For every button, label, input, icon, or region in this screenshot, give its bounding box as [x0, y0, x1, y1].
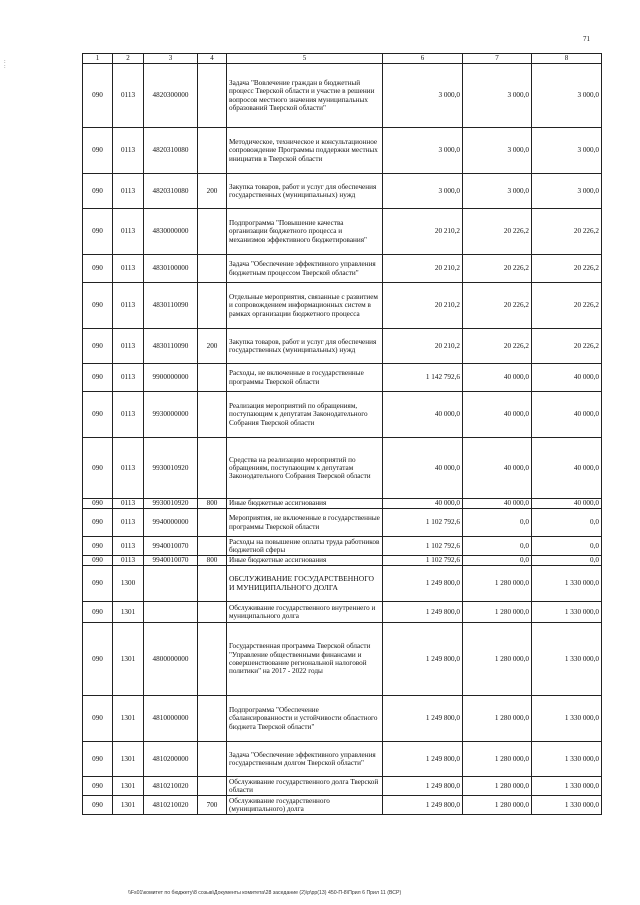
- target-article-cell: 4810200000: [144, 742, 198, 777]
- amount-2022-cell: 0,0: [532, 509, 602, 537]
- table-row: [83, 796, 602, 815]
- grbs-code-cell: 090: [83, 392, 113, 438]
- description-cell: Иные бюджетные ассигнования: [227, 499, 383, 509]
- table-row: [83, 696, 602, 742]
- grbs-code-cell: 090: [83, 255, 113, 283]
- section-code-cell: 0113: [113, 128, 144, 174]
- target-article-cell: [144, 602, 198, 623]
- target-article-cell: 4830110090: [144, 283, 198, 329]
- expense-type-cell: [198, 283, 227, 329]
- expense-type-cell: 200: [198, 174, 227, 209]
- budget-table: [82, 53, 602, 815]
- target-article-cell: 9930000000: [144, 392, 198, 438]
- amount-2022-cell: 1 330 000,0: [532, 566, 602, 602]
- target-article-cell: [144, 566, 198, 602]
- section-code-cell: 0113: [113, 438, 144, 499]
- amount-2022-cell: 1 330 000,0: [532, 777, 602, 796]
- target-article-cell: 4830000000: [144, 209, 198, 255]
- column-number-row: [83, 54, 602, 64]
- section-code-cell: 1300: [113, 566, 144, 602]
- page-number: 71: [583, 35, 590, 43]
- amount-2021-cell: 1 280 000,0: [463, 566, 532, 602]
- amount-2021-cell: 1 280 000,0: [463, 602, 532, 623]
- grbs-code-cell: 090: [83, 623, 113, 696]
- expense-type-cell: [198, 509, 227, 537]
- target-article-cell: 9940010070: [144, 556, 198, 566]
- column-header: 8: [532, 54, 602, 64]
- expense-type-cell: [198, 566, 227, 602]
- grbs-code-cell: 090: [83, 742, 113, 777]
- amount-2020-cell: 40 000,0: [383, 499, 463, 509]
- target-article-cell: 4800000000: [144, 623, 198, 696]
- target-article-cell: 4810210020: [144, 796, 198, 815]
- section-code-cell: 1301: [113, 602, 144, 623]
- description-cell: ОБСЛУЖИВАНИЕ ГОСУДАРСТВЕННОГО И МУНИЦИПАЛЬНОГО ДОЛГА: [227, 566, 383, 602]
- description-cell: Закупка товаров, работ и услуг для обеспечения государственных (муниципальных) нужд: [227, 329, 383, 364]
- grbs-code-cell: 090: [83, 364, 113, 392]
- description-cell: Задача "Обеспечение эффективного управления бюджетным процессом Тверской области": [227, 255, 383, 283]
- expense-type-cell: 200: [198, 329, 227, 364]
- amount-2021-cell: 20 226,2: [463, 255, 532, 283]
- description-cell: Подпрограмма "Обеспечение сбалансированности и устойчивости областного бюджета Тверской области": [227, 696, 383, 742]
- file-path-footer: \\Fs01\комитет по бюджету\8 созыв\Документы комитета\28 заседание (2)\р\рр(13) 450-П-8\Прил 6 Прил 11 (ВСР): [128, 890, 402, 896]
- amount-2021-cell: 1 280 000,0: [463, 777, 532, 796]
- amount-2022-cell: 20 226,2: [532, 283, 602, 329]
- target-article-cell: 4830110090: [144, 329, 198, 364]
- column-header: 4: [198, 54, 227, 64]
- amount-2020-cell: 1 249 800,0: [383, 796, 463, 815]
- grbs-code-cell: 090: [83, 796, 113, 815]
- description-cell: Государственная программа Тверской области "Управление общественными финансами и совершенствование региональной налоговой политики" на 2017 - 2022 годы: [227, 623, 383, 696]
- grbs-code-cell: 090: [83, 696, 113, 742]
- section-code-cell: 0113: [113, 364, 144, 392]
- section-code-cell: 0113: [113, 509, 144, 537]
- amount-2020-cell: 1 249 800,0: [383, 777, 463, 796]
- description-cell: Закупка товаров, работ и услуг для обеспечения государственных (муниципальных) нужд: [227, 174, 383, 209]
- section-code-cell: 0113: [113, 499, 144, 509]
- target-article-cell: 4820310080: [144, 174, 198, 209]
- expense-type-cell: [198, 64, 227, 128]
- expense-type-cell: [198, 696, 227, 742]
- target-article-cell: 9930010920: [144, 438, 198, 499]
- amount-2020-cell: 1 102 792,6: [383, 509, 463, 537]
- expense-type-cell: [198, 777, 227, 796]
- table-row: [83, 499, 602, 509]
- amount-2021-cell: 3 000,0: [463, 174, 532, 209]
- target-article-cell: 9930010920: [144, 499, 198, 509]
- amount-2022-cell: 40 000,0: [532, 438, 602, 499]
- amount-2020-cell: 20 210,2: [383, 255, 463, 283]
- description-cell: Мероприятия, не включенные в государственные программы Тверской области: [227, 509, 383, 537]
- section-code-cell: 0113: [113, 255, 144, 283]
- amount-2022-cell: 3 000,0: [532, 64, 602, 128]
- amount-2021-cell: 40 000,0: [463, 392, 532, 438]
- grbs-code-cell: 090: [83, 602, 113, 623]
- grbs-code-cell: 090: [83, 537, 113, 556]
- amount-2022-cell: 20 226,2: [532, 329, 602, 364]
- amount-2020-cell: 1 102 792,6: [383, 537, 463, 556]
- section-code-cell: 0113: [113, 392, 144, 438]
- amount-2020-cell: 20 210,2: [383, 329, 463, 364]
- grbs-code-cell: 090: [83, 64, 113, 128]
- column-header: 1: [83, 54, 113, 64]
- amount-2021-cell: 0,0: [463, 509, 532, 537]
- section-code-cell: 1301: [113, 623, 144, 696]
- section-code-cell: 0113: [113, 556, 144, 566]
- amount-2021-cell: 40 000,0: [463, 364, 532, 392]
- table-row: [83, 209, 602, 255]
- grbs-code-cell: 090: [83, 174, 113, 209]
- target-article-cell: 4810210020: [144, 777, 198, 796]
- amount-2022-cell: 1 330 000,0: [532, 796, 602, 815]
- description-cell: Обслуживание государственного долга Тверской области: [227, 777, 383, 796]
- expense-type-cell: [198, 537, 227, 556]
- column-header: 3: [144, 54, 198, 64]
- amount-2021-cell: 20 226,2: [463, 283, 532, 329]
- amount-2020-cell: 40 000,0: [383, 438, 463, 499]
- table-row: [83, 64, 602, 128]
- expense-type-cell: [198, 209, 227, 255]
- description-cell: Отдельные мероприятия, связанные с развитием и сопровождением информационных систем в рамках организации бюджетного процесса: [227, 283, 383, 329]
- table-row: [83, 556, 602, 566]
- table-row: [83, 537, 602, 556]
- amount-2021-cell: 1 280 000,0: [463, 696, 532, 742]
- section-code-cell: 1301: [113, 796, 144, 815]
- grbs-code-cell: 090: [83, 209, 113, 255]
- expense-type-cell: [198, 364, 227, 392]
- amount-2022-cell: 0,0: [532, 537, 602, 556]
- amount-2020-cell: 3 000,0: [383, 128, 463, 174]
- amount-2021-cell: 3 000,0: [463, 128, 532, 174]
- expense-type-cell: 700: [198, 796, 227, 815]
- amount-2022-cell: 0,0: [532, 556, 602, 566]
- target-article-cell: 9900000000: [144, 364, 198, 392]
- amount-2021-cell: 1 280 000,0: [463, 623, 532, 696]
- section-code-cell: 0113: [113, 174, 144, 209]
- amount-2020-cell: 1 142 792,6: [383, 364, 463, 392]
- amount-2020-cell: 3 000,0: [383, 174, 463, 209]
- table-row: [83, 509, 602, 537]
- section-code-cell: 0113: [113, 537, 144, 556]
- amount-2022-cell: 3 000,0: [532, 174, 602, 209]
- amount-2020-cell: 3 000,0: [383, 64, 463, 128]
- table-row: [83, 392, 602, 438]
- target-article-cell: 4830100000: [144, 255, 198, 283]
- amount-2021-cell: 20 226,2: [463, 329, 532, 364]
- description-cell: Задача "Обеспечение эффективного управления государственным долгом Тверской области": [227, 742, 383, 777]
- description-cell: Обслуживание государственного (муниципального) долга: [227, 796, 383, 815]
- amount-2022-cell: 3 000,0: [532, 128, 602, 174]
- grbs-code-cell: 090: [83, 283, 113, 329]
- expense-type-cell: [198, 392, 227, 438]
- amount-2022-cell: 20 226,2: [532, 209, 602, 255]
- table-row: [83, 128, 602, 174]
- amount-2020-cell: 1 249 800,0: [383, 623, 463, 696]
- target-article-cell: 4820300000: [144, 64, 198, 128]
- amount-2021-cell: 40 000,0: [463, 499, 532, 509]
- grbs-code-cell: 090: [83, 499, 113, 509]
- table-row: [83, 602, 602, 623]
- table-row: [83, 255, 602, 283]
- amount-2021-cell: 3 000,0: [463, 64, 532, 128]
- amount-2021-cell: 0,0: [463, 556, 532, 566]
- amount-2021-cell: 20 226,2: [463, 209, 532, 255]
- target-article-cell: 9940010070: [144, 537, 198, 556]
- grbs-code-cell: 090: [83, 438, 113, 499]
- grbs-code-cell: 090: [83, 556, 113, 566]
- amount-2021-cell: 0,0: [463, 537, 532, 556]
- description-cell: Подпрограмма "Повышение качества организации бюджетного процесса и механизмов эффективного бюджетирования": [227, 209, 383, 255]
- column-header: 6: [383, 54, 463, 64]
- amount-2021-cell: 1 280 000,0: [463, 742, 532, 777]
- section-code-cell: 0113: [113, 209, 144, 255]
- amount-2022-cell: 40 000,0: [532, 364, 602, 392]
- amount-2020-cell: 40 000,0: [383, 392, 463, 438]
- amount-2022-cell: 40 000,0: [532, 499, 602, 509]
- description-cell: Расходы, не включенные в государственные программы Тверской области: [227, 364, 383, 392]
- amount-2021-cell: 1 280 000,0: [463, 796, 532, 815]
- table-row: [83, 742, 602, 777]
- amount-2022-cell: 1 330 000,0: [532, 602, 602, 623]
- table-row: [83, 174, 602, 209]
- section-code-cell: 1301: [113, 777, 144, 796]
- table-row: [83, 329, 602, 364]
- column-header: 5: [227, 54, 383, 64]
- target-article-cell: 9940000000: [144, 509, 198, 537]
- grbs-code-cell: 090: [83, 566, 113, 602]
- amount-2020-cell: 1 249 800,0: [383, 696, 463, 742]
- table-row: [83, 438, 602, 499]
- target-article-cell: 4810000000: [144, 696, 198, 742]
- table-row: [83, 623, 602, 696]
- grbs-code-cell: 090: [83, 777, 113, 796]
- amount-2020-cell: 1 249 800,0: [383, 602, 463, 623]
- expense-type-cell: [198, 128, 227, 174]
- amount-2022-cell: 1 330 000,0: [532, 742, 602, 777]
- description-cell: Обслуживание государственного внутреннего и муниципального долга: [227, 602, 383, 623]
- section-code-cell: 1301: [113, 696, 144, 742]
- description-cell: Задача "Вовлечение граждан в бюджетный процесс Тверской области и участие в решении вопросов местного значения муниципальных образований Тверской области": [227, 64, 383, 128]
- section-code-cell: 1301: [113, 742, 144, 777]
- table-row: [83, 777, 602, 796]
- table-row: [83, 283, 602, 329]
- description-cell: Расходы на повышение оплаты труда работников бюджетной сферы: [227, 537, 383, 556]
- grbs-code-cell: 090: [83, 509, 113, 537]
- expense-type-cell: [198, 438, 227, 499]
- binding-mark: : :: [4, 59, 6, 70]
- table-row: [83, 364, 602, 392]
- expense-type-cell: 800: [198, 556, 227, 566]
- amount-2020-cell: 1 249 800,0: [383, 566, 463, 602]
- section-code-cell: 0113: [113, 64, 144, 128]
- amount-2020-cell: 1 102 792,6: [383, 556, 463, 566]
- amount-2022-cell: 40 000,0: [532, 392, 602, 438]
- description-cell: Методическое, техническое и консультационное сопровождение Программы поддержки местных инициатив в Тверской области: [227, 128, 383, 174]
- amount-2020-cell: 20 210,2: [383, 283, 463, 329]
- expense-type-cell: [198, 623, 227, 696]
- amount-2022-cell: 1 330 000,0: [532, 623, 602, 696]
- expense-type-cell: 800: [198, 499, 227, 509]
- amount-2022-cell: 1 330 000,0: [532, 696, 602, 742]
- description-cell: Иные бюджетные ассигнования: [227, 556, 383, 566]
- section-code-cell: 0113: [113, 329, 144, 364]
- target-article-cell: 4820310080: [144, 128, 198, 174]
- expense-type-cell: [198, 602, 227, 623]
- table-row: [83, 566, 602, 602]
- amount-2021-cell: 40 000,0: [463, 438, 532, 499]
- section-code-cell: 0113: [113, 283, 144, 329]
- description-cell: Реализация мероприятий по обращениям, поступающим к депутатам Законодательного Собрания Тверской области: [227, 392, 383, 438]
- amount-2020-cell: 1 249 800,0: [383, 742, 463, 777]
- grbs-code-cell: 090: [83, 329, 113, 364]
- expense-type-cell: [198, 742, 227, 777]
- column-header: 2: [113, 54, 144, 64]
- amount-2022-cell: 20 226,2: [532, 255, 602, 283]
- column-header: 7: [463, 54, 532, 64]
- description-cell: Средства на реализацию мероприятий по обращениям, поступающим к депутатам Законодательного Собрания Тверской области: [227, 438, 383, 499]
- amount-2020-cell: 20 210,2: [383, 209, 463, 255]
- expense-type-cell: [198, 255, 227, 283]
- grbs-code-cell: 090: [83, 128, 113, 174]
